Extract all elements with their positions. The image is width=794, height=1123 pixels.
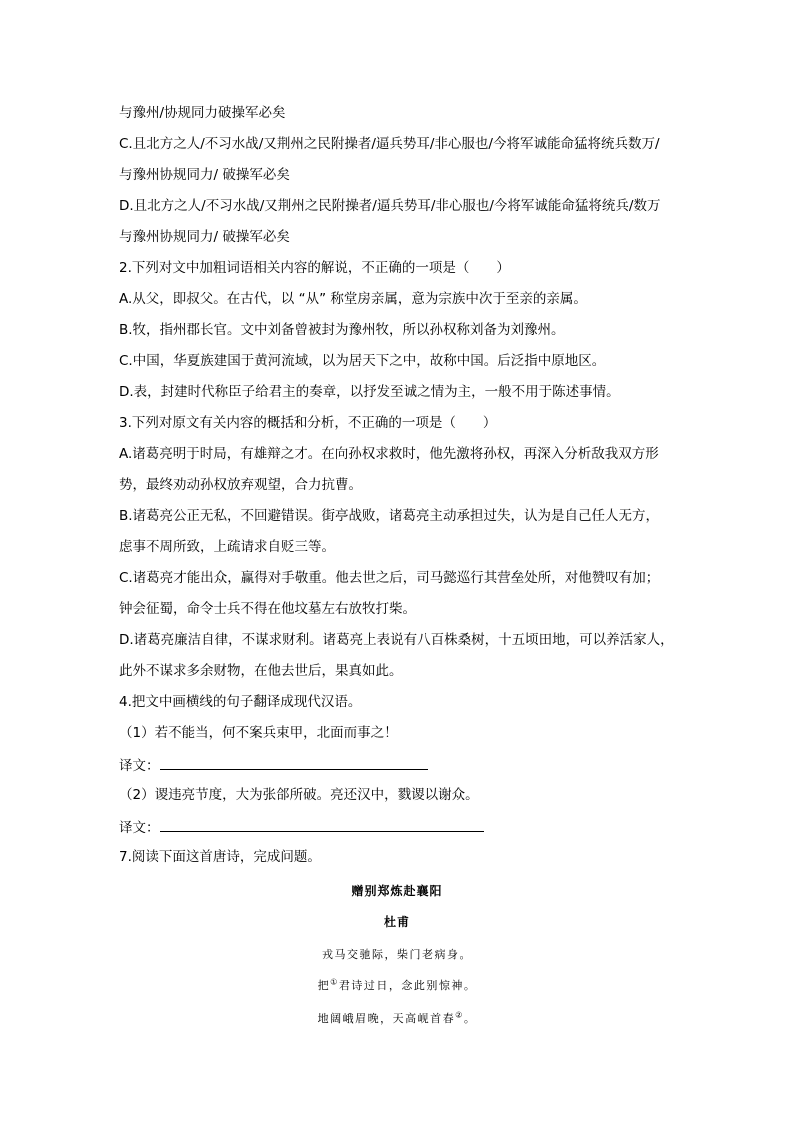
poem-line-1: 戎马交驰际，柴门老病身。 bbox=[322, 948, 472, 961]
answer-label-1: 译文： bbox=[119, 758, 160, 774]
poem-line-2 bbox=[0, 977, 794, 993]
question-2: 2.下列对文中加粗词语相关内容的解说，不正确的一项是（ ） bbox=[119, 260, 510, 276]
q4-answer-row-2 bbox=[119, 817, 484, 837]
poem-line-2-rest: 君诗过日，念此别惊神。 bbox=[338, 979, 477, 992]
q2-option-d: D.表，封建时代称臣子给君主的奏章，以抒发至诚之情为主，一般不用于陈述事情。 bbox=[119, 384, 620, 400]
poem-line-2-start: 把 bbox=[317, 979, 331, 992]
q3-option-c-line-1: C.诸葛亮才能出众，赢得对手敬重。他去世之后，司马懿巡行其营垒处所，对他赞叹有加； bbox=[119, 570, 660, 586]
q2-option-c: C.中国，华夏族建国于黄河流域，以为居天下之中，故称中国。后泛指中原地区。 bbox=[119, 353, 606, 369]
footnote-marker-1: ① bbox=[330, 977, 339, 987]
footnote-marker-2: ② bbox=[455, 1010, 464, 1020]
poem-author: 杜甫 bbox=[383, 915, 410, 929]
q4-sentence-1: （1）若不能当，何不案兵束甲，北面而事之！ bbox=[119, 725, 398, 741]
question-7: 7.阅读下面这首唐诗，完成问题。 bbox=[119, 849, 321, 865]
poem-line-3-end: 。 bbox=[463, 1012, 477, 1025]
answer-label-2: 译文： bbox=[119, 820, 160, 836]
q3-option-d-line-1: D.诸葛亮廉洁自律，不谋求财利。诸葛亮上表说有八百株桑树，十五顷田地，可以养活家人， bbox=[119, 632, 674, 648]
option-d-line-1: D.且北方之人/不习水战/又荆州之民附操者/逼兵势耳/非心服也/今将军诚能命猛将统兵/数万 bbox=[119, 198, 661, 214]
q3-option-a-line-1: A.诸葛亮明于时局，有雄辩之才。在向孙权求救时，他先激将孙权，再深入分析敌我双方形 bbox=[119, 446, 659, 462]
q3-option-b-line-1: B.诸葛亮公正无私，不回避错误。街亭战败，诸葛亮主动承担过失，认为是自己任人无方， bbox=[119, 508, 660, 524]
poem-line-3 bbox=[0, 1010, 794, 1026]
option-c-line-2: 与豫州协规同力/ 破操军必矣 bbox=[119, 167, 290, 183]
q4-answer-row-1 bbox=[119, 755, 428, 775]
q3-option-b-line-2: 虑事不周所致，上疏请求自贬三等。 bbox=[119, 539, 335, 555]
q4-sentence-2: （2）谡违亮节度，大为张郃所破。亮还汉中，戮谡以谢众。 bbox=[119, 787, 479, 803]
poem-line-3-start: 地阔峨眉晚，天高岘首春 bbox=[317, 1012, 456, 1025]
q2-option-b: B.牧，指州郡长官。文中刘备曾被封为豫州牧，所以孙权称刘备为刘豫州。 bbox=[119, 322, 565, 338]
option-c-line-1: C.且北方之人/不习水战/又荆州之民附操者/逼兵势耳/非心服也/今将军诚能命猛将统兵数万/ bbox=[119, 136, 660, 152]
question-3: 3.下列对原文有关内容的概括和分析，不正确的一项是（ ） bbox=[119, 415, 497, 431]
q3-option-a-line-2: 势，最终劝动孙权放弃观望，合力抗曹。 bbox=[119, 477, 362, 493]
option-d-line-2: 与豫州协规同力/ 破操军必矣 bbox=[119, 229, 290, 245]
question-4: 4.把文中画横线的句子翻译成现代汉语。 bbox=[119, 694, 362, 710]
poem-title: 赠别郑炼赴襄阳 bbox=[351, 884, 443, 898]
q3-option-c-line-2: 钟会征蜀，命令士兵不得在他坟墓左右放牧打柴。 bbox=[119, 601, 416, 617]
q3-option-d-line-2: 此外不谋求多余财物，在他去世后，果真如此。 bbox=[119, 663, 403, 679]
option-b-continuation: 与豫州/协规同力破操军必矣 bbox=[119, 105, 286, 121]
answer-blank-2[interactable] bbox=[160, 817, 484, 832]
answer-blank-1[interactable] bbox=[160, 755, 428, 770]
q2-option-a: A.从父，即叔父。在古代，以 “从” 称堂房亲属，意为宗族中次于至亲的亲属。 bbox=[119, 291, 587, 307]
